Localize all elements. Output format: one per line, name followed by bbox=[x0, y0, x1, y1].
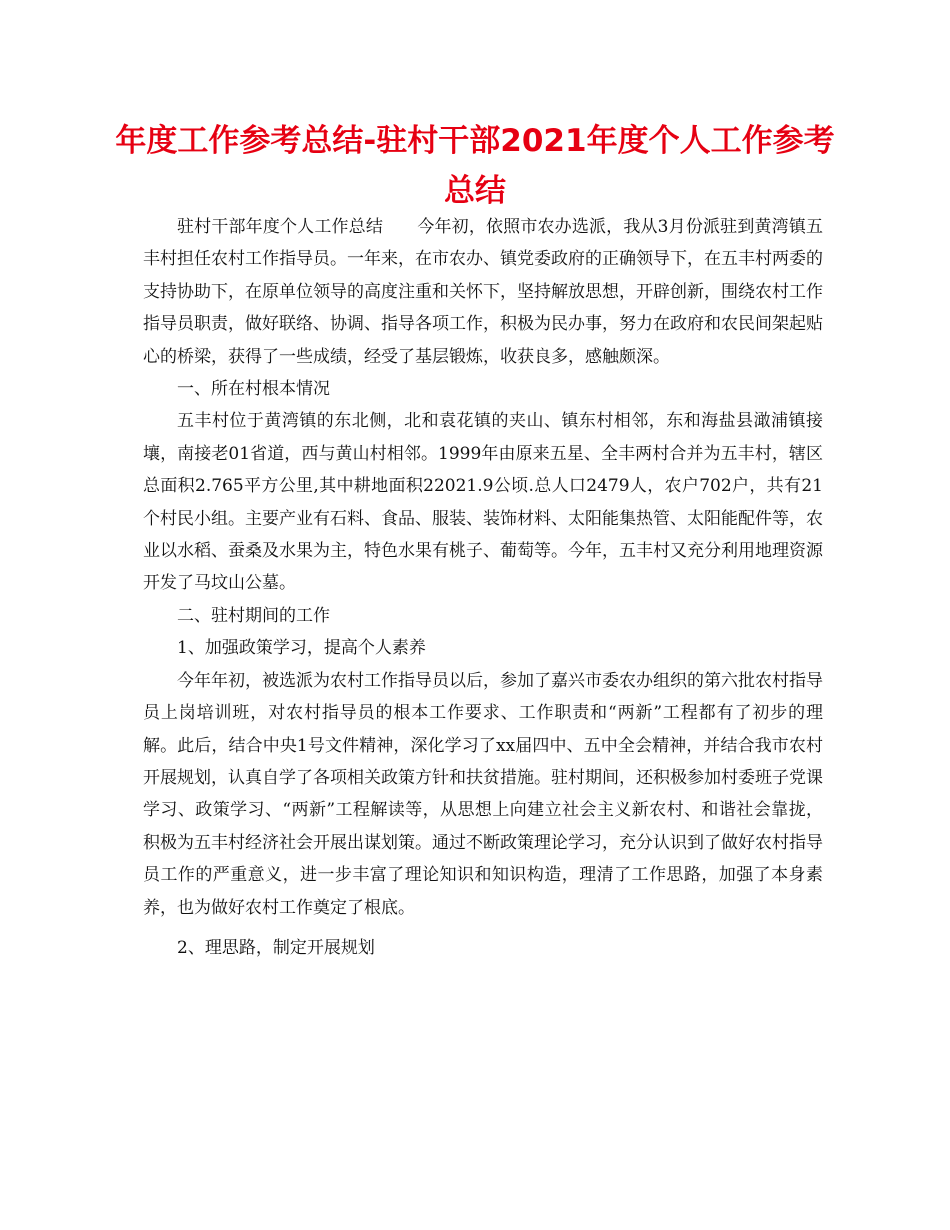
section-heading-work-during-stay: 二、驻村期间的工作 bbox=[177, 605, 330, 626]
document-body bbox=[143, 211, 823, 964]
paragraph-intro: 驻村干部年度个人工作总结 今年初，依照市农办选派，我从3月份派驻到黄湾镇五丰村担任农村工作指导员。一年来，在市农办、镇党委政府的正确领导下，在五丰村两委的支持协助下，在原单位领导的高度注重和关怀下，坚持解放思想，开辟创新，围绕农村工作指导员职责，做好联络、协调、指导各项工作，积极为民办事，努力在政府和农民间架起贴心的桥梁，获得了一些成绩，经受了基层锻炼，收获良多，感触颇深。 bbox=[143, 217, 823, 367]
paragraph-village-overview: 五丰村位于黄湾镇的东北侧，北和袁花镇的夹山、镇东村相邻，东和海盐县澉浦镇接壤，南接老01省道，西与黄山村相邻。1999年由原来五星、全丰两村合并为五丰村，辖区总面积2.765平方公里,其中耕地面积22021.9公顷.总人口2479人，农户702户，共有21个村民小组。主要产业有石料、食品、服装、装饰材料、太阳能集热管、太阳能配件等，农业以水稻、蚕桑及水果为主，特色水果有桃子、葡萄等。今年，五丰村又充分利用地理资源开发了马坟山公墓。 bbox=[143, 411, 823, 594]
document-title: 年度工作参考总结-驻村干部2021年度个人工作参考总结 bbox=[115, 123, 835, 209]
subsection-heading-policy-study: 1、加强政策学习，提高个人素养 bbox=[177, 638, 426, 659]
subsection-heading-development-plan: 2、理思路，制定开展规划 bbox=[177, 937, 375, 958]
paragraph-policy-study: 今年年初，被选派为农村工作指导员以后，参加了嘉兴市委农办组织的第六批农村指导员上岗培训班，对农村指导员的根本工作要求、工作职责和“两新”工程都有了初步的理解。此后，结合中央1号文件精神，深化学习了xx届四中、五中全会精神，并结合我市农村开展规划，认真自学了各项相关政策方针和扶贫措施。驻村期间，还积极参加村委班子党课学习、政策学习、“两新”工程解读等，从思想上向建立社会主义新农村、和谐社会靠拢，积极为五丰村经济社会开展出谋划策。通过不断政策理论学习，充分认识到了做好农村指导员工作的严重意义，进一步丰富了理论知识和知识构造，理清了工作思路，加强了本身素养，也为做好农村工作奠定了根底。 bbox=[143, 670, 823, 918]
section-heading-village-overview: 一、所在村根本情况 bbox=[177, 379, 330, 400]
